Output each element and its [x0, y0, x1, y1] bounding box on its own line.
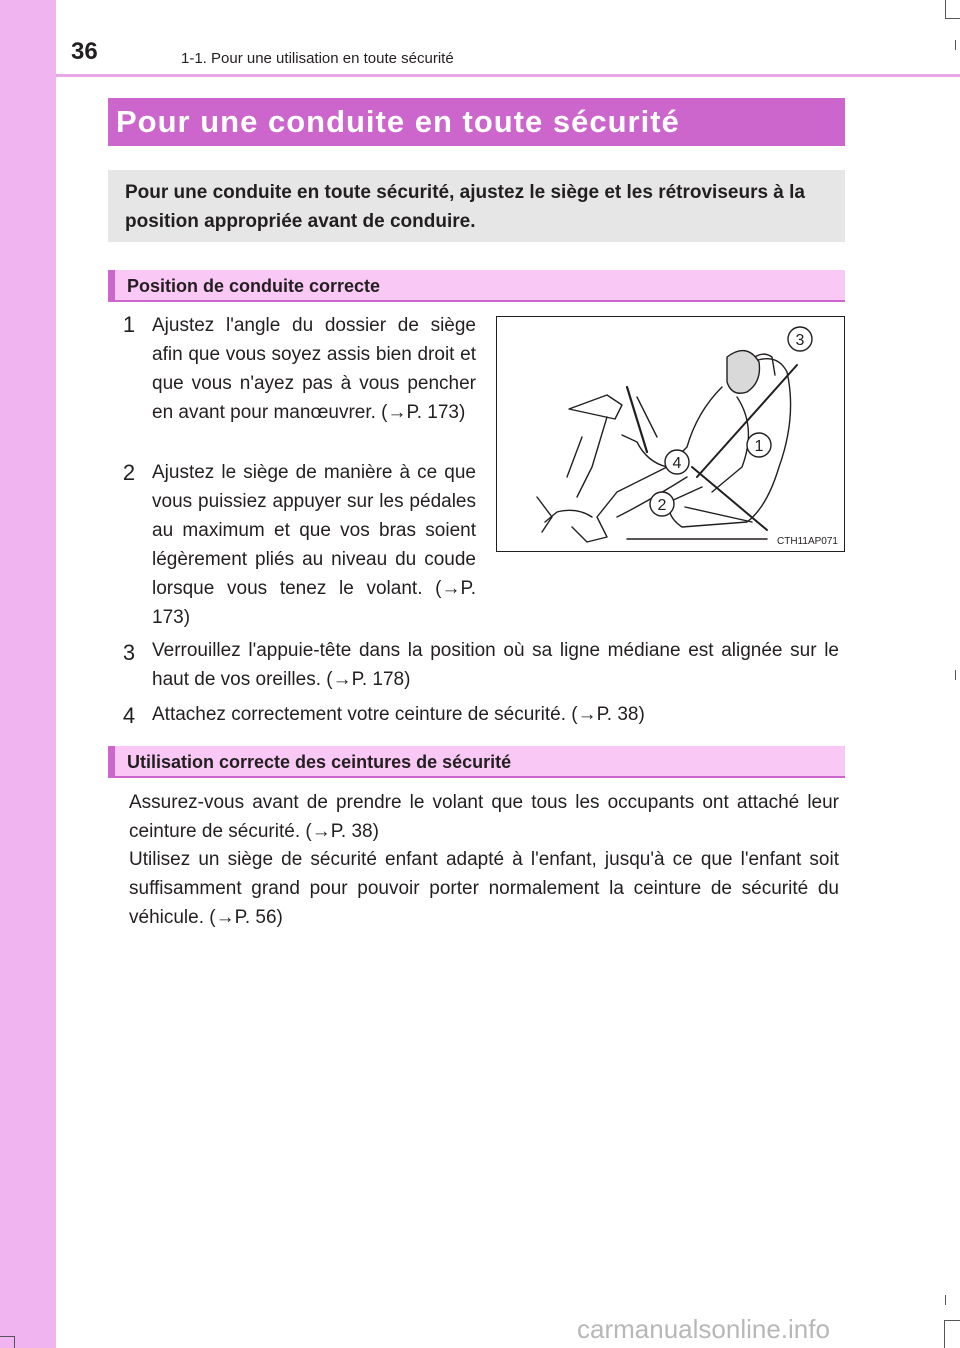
- callout-4: 4: [672, 455, 682, 472]
- step-text-4: Attachez correctement votre ceinture de sécurité. (→P. 38): [152, 704, 645, 725]
- callout-3: 3: [795, 332, 805, 349]
- side-strip: [0, 0, 56, 1348]
- section-breadcrumb: 1-1. Pour une utilisation en toute sécurité: [181, 50, 454, 67]
- section-heading-driving-position: [108, 270, 845, 302]
- crop-mark: [0, 1336, 14, 1337]
- section-heading-label: Utilisation correcte des ceintures de sécurité: [127, 752, 512, 772]
- intro-box: [108, 170, 845, 242]
- figure-code: CTH11AP071: [777, 536, 838, 547]
- callout-1: 1: [754, 438, 764, 455]
- step-text-2: Ajustez le siège de manière à ce que vous puissiez appuyer sur les pédales au maximum et que vos bras soient légèrement pliés au niveau du coude lorsque vous tenez le volant. (→P. 173): [152, 462, 476, 628]
- header-rule: [56, 74, 960, 77]
- watermark: carmanualsonline.info: [577, 1314, 830, 1344]
- driving-position-illustration: [496, 316, 845, 552]
- crop-mark: [944, 1320, 945, 1348]
- crop-mark: [955, 40, 956, 50]
- step-number-2: 2: [122, 460, 136, 485]
- section-heading-label: Position de conduite correcte: [127, 276, 381, 296]
- page-title-bar: [108, 98, 845, 146]
- crop-mark: [945, 1295, 946, 1305]
- page-title: Pour une conduite en toute sécurité: [116, 104, 680, 139]
- callout-2: 2: [657, 497, 667, 514]
- crop-mark: [955, 670, 956, 680]
- step-number-4: 4: [122, 703, 136, 728]
- seatbelt-paragraph-1: Assurez-vous avant de prendre le volant que tous les occupants ont attaché leur ceinture de sécurité. (→P. 38): [129, 792, 839, 842]
- driver-seat-drawing: [497, 317, 843, 550]
- seatbelt-paragraph-2: Utilisez un siège de sécurité enfant adapté à l'enfant, jusqu'à ce que l'enfant soit suffisamment grand pour pouvoir porter normalement la ceinture de sécurité du véhicule. (→P. 56): [129, 849, 839, 928]
- crop-mark: [945, 18, 960, 19]
- section-heading-seatbelts: [108, 746, 845, 778]
- crop-mark: [14, 1336, 15, 1348]
- page-number: 36: [71, 38, 98, 65]
- step-text-3: Verrouillez l'appuie-tête dans la position où sa ligne médiane est alignée sur le haut de vos oreilles. (→P. 178): [152, 640, 839, 690]
- step-number-1: 1: [122, 312, 136, 337]
- crop-mark: [944, 1320, 960, 1321]
- step-number-3: 3: [122, 640, 136, 665]
- crop-mark: [945, 0, 946, 18]
- step-text-1: Ajustez l'angle du dossier de siège afin que vous soyez assis bien droit et que vous n'ayez pas à vous pencher en avant pour manœuvrer. (→P. 173): [152, 315, 476, 423]
- intro-text: Pour une conduite en toute sécurité, ajustez le siège et les rétroviseurs à la position appropriée avant de conduire.: [125, 182, 806, 232]
